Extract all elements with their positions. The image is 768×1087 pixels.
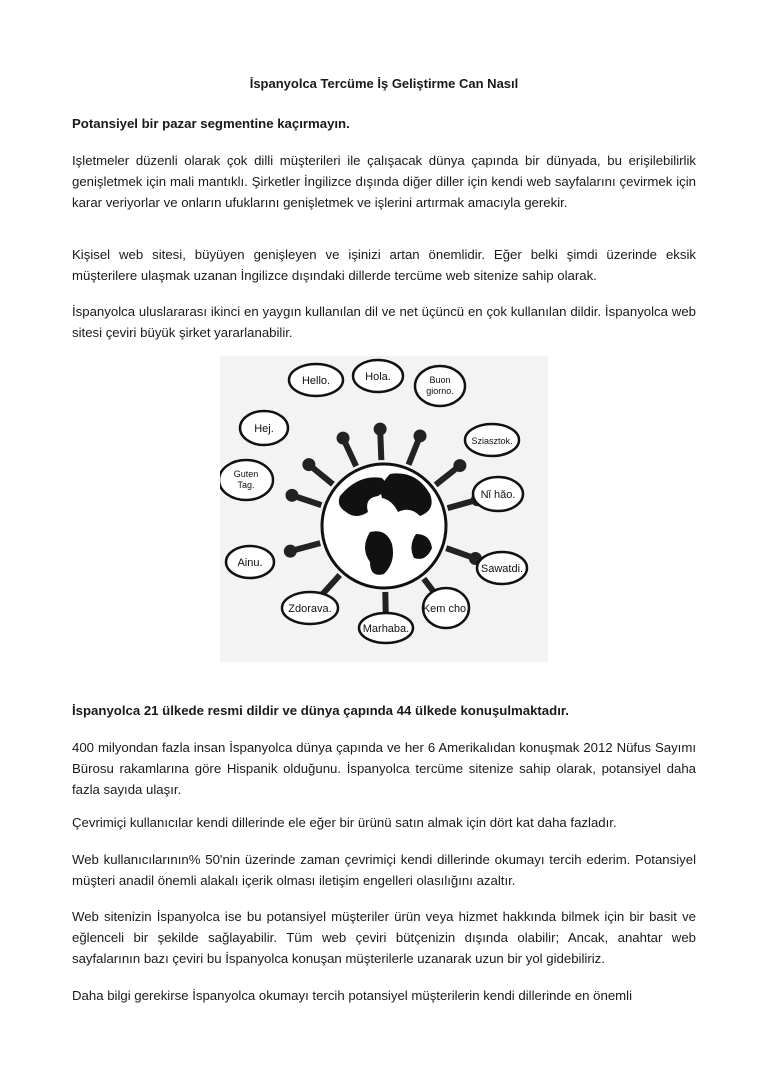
greeting-label: Ainu. (237, 557, 263, 569)
greeting-label: Buon giorno. (426, 375, 454, 396)
person-figure-icon (380, 434, 381, 460)
person-head-icon (285, 546, 295, 556)
paragraph-7: Web sitenizin İspanyolca ise bu potansiyel müşteriler ürün veya hizmet hakkında bilmek için bir basit ve eğlenceli bir şekilde sağlayabilir. Tüm web çeviri bütçenizin dışında olabilir; Ancak, anahtar web sayfalarının bazı çeviri bu İspanyolca konuşan müşterilerle uzanarak uzun bir yol gidebiliriz. (72, 909, 696, 966)
person-head-icon (455, 461, 465, 471)
heading-market-segment: Potansiyel bir pazar segmentine kaçırmayın. (72, 116, 350, 131)
person-figure-icon (409, 441, 419, 465)
paragraph-4: 400 milyondan fazla insan İspanyolca dünya çapında ve her 6 Amerikalıdan konuşmak 2012 Nüfus Sayımı Bürosu rakamlarına göre Hispanik olduğunu. İspanyolca tercüme sitenize sahip olarak, potansiyel daha fazla sayıda ulaşır. (72, 740, 696, 797)
person-figure-icon (295, 543, 320, 550)
greeting-label: Guten Tag. (233, 469, 259, 490)
person-figure-icon (436, 469, 456, 485)
paragraph-3: İspanyolca uluslararası ikinci en yaygın kullanılan dil ve net üçüncü en çok kullanılan dildir. İspanyolca web sitesi çeviri büyük şirket yararlanabilir. (72, 304, 696, 340)
paragraph-6: Web kullanıcılarının% 50'nin üzerinde zaman çevrimiçi kendi dillerinde okumayı tercih ederim. Potansiyel müşteri anadil önemli alakalı içerik olması iletişim engelleri olasılığını azaltır. (72, 852, 696, 888)
greeting-label: Sziasztok. (471, 436, 513, 446)
person-figure-icon (297, 497, 322, 505)
paragraph-1: Işletmeler düzenli olarak çok dilli müşterileri ile çalışacak dünya çapında bir dünyada, bu erişilebilirlik genişletmek için mali mantıklı. Şirketler İngilizce dışında diğer diller için kendi web sayfalarını çevirmek için karar veriyorlar ve onların ufuklarını genişletmek ve işlerini artırmak amacıyla gerekir. (72, 153, 696, 210)
person-head-icon (304, 460, 314, 470)
paragraph-8: Daha bilgi gerekirse İspanyolca okumayı tercih potansiyel müşterilerin kendi dillerinde en önemli (72, 988, 633, 1003)
greeting-label: Hola. (365, 371, 391, 383)
paragraph-5: Çevrimiçi kullanıcılar kendi dillerinde ele eğer bir ürünü satın almak için dört kat daha fazladır. (72, 815, 617, 830)
heading-spanish-countries: İspanyolca 21 ülkede resmi dildir ve dünya çapında 44 ülkede konuşulmaktadır. (72, 703, 569, 718)
person-head-icon (415, 431, 425, 441)
person-figure-icon (322, 575, 339, 594)
person-figure-icon (345, 443, 356, 467)
person-head-icon (287, 490, 297, 500)
person-figure-icon (448, 501, 473, 508)
greeting-label: Sawatdi. (480, 563, 524, 575)
person-head-icon (338, 433, 348, 443)
greeting-label: Kem cho. (422, 603, 470, 615)
greeting-label: Marhaba. (362, 623, 410, 635)
document-title: İspanyolca Tercüme İş Geliştirme Can Nasıl (249, 76, 519, 91)
person-figure-icon (313, 468, 333, 484)
greeting-label: Hello. (301, 375, 331, 387)
globe-svg (220, 356, 548, 662)
greeting-label: Hej. (254, 423, 274, 435)
greeting-label: Nǐ hǎo. (480, 489, 516, 501)
greeting-label: Zdorava. (288, 603, 332, 615)
person-figure-icon (446, 548, 470, 557)
greetings-globe-illustration (220, 356, 548, 662)
paragraph-2: Kişisel web sitesi, büyüyen genişleyen ve işinizi artan önemlidir. Eğer belki şimdi üzerinde eksik müşterilere ulaşmak uzanan İngilizce dışındaki dillerde tercüme web sitenize sahip olarak. (72, 247, 696, 283)
person-head-icon (375, 424, 385, 434)
